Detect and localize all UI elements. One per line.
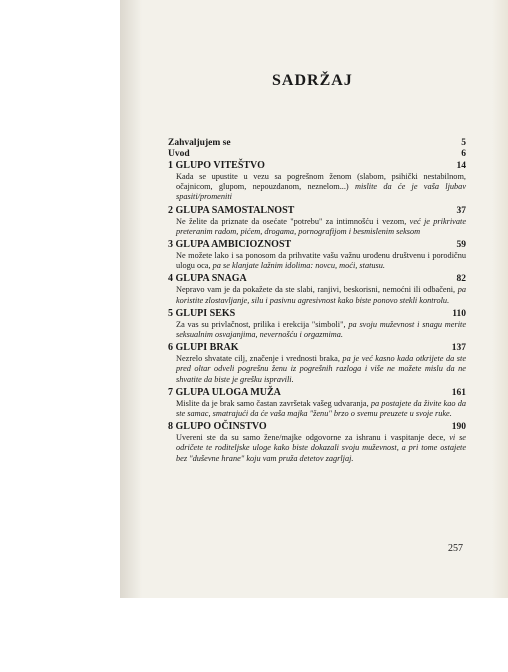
chapter-entry <box>168 239 466 271</box>
chapter-description: Nezrelo shvatate cilj, značenje i vrednosti braka, pa je već kasno kada otkrijete da ste pred oltar odveli pogrešnu ženu iz pogrešnih razloga i više ne možete mislu da ne shvatite da biste je grešku ispravili. <box>176 354 466 384</box>
page-edge <box>492 0 508 598</box>
chapter-title: 5 GLUPI SEKS <box>168 307 236 319</box>
toc-entry-page: 6 <box>461 149 466 159</box>
toc-entry <box>168 138 466 149</box>
chapter-page: 161 <box>451 387 466 398</box>
chapter-page: 37 <box>456 205 466 216</box>
chapter-description: Kada se upustite u vezu sa pogrešnom ženom (slabom, psihički nestabilnom, očajnicom, glupom, nepouzdanom, neznelom...) mislite da će je vaša ljubav spasiti/promeniti <box>176 172 466 202</box>
table-of-contents <box>168 138 466 466</box>
chapter-title: 3 GLUPA AMBICIOZNOST <box>168 239 292 251</box>
chapter-entry <box>168 308 466 340</box>
chapter-title: 2 GLUPA SAMOSTALNOST <box>168 204 295 216</box>
chapter-page: 190 <box>451 422 466 433</box>
toc-title: SADRŽAJ <box>272 72 353 89</box>
chapter-title: 8 GLUPO OČINSTVO <box>168 421 267 433</box>
chapter-title: 7 GLUPA ULOGA MUŽA <box>168 386 281 398</box>
chapter-description: Za vas su privlačnost, prilika i erekcija "simboli", pa svoju muževnost i snagu merite seksualnim osvajanjima, nevernošću i orgazmima. <box>176 319 466 340</box>
chapter-description: Uvereni ste da su samo žene/majke odgovorne za ishranu i vaspitanje dece, vi se odričete te roditeljske uloge kako biste dokazali svoju muževnost, a pri tome ostajete bez "duševne hrane" koju vam pruža detetov zagrljaj. <box>176 433 466 463</box>
chapter-description: Ne želite da priznate da osećate "potrebu" za intimnošću i vezom, već je prikrivate preteranim radom, pićem, drogama, pornografijom i besmislenim seksom <box>176 216 467 236</box>
chapter-description: Mislite da je brak samo častan završetak vašeg udvaranja, pa postajete da živite kao da ste samac, smatrajući da će vaša majka "ženu" brzo o svemu preuzete u svoje ruke. <box>176 398 466 419</box>
chapter-description: Nepravo vam je da pokažete da ste slabi, ranjivi, beskorisni, nemoćni ili odbačeni, pa koristite zlostavljanje, silu i pasivnu agresivnost kako biste ponovo stekli kontrolu. <box>176 285 466 305</box>
chapter-page: 82 <box>456 274 466 285</box>
page-number: 257 <box>448 543 463 554</box>
toc-entry-label: Uvod <box>168 149 190 159</box>
chapter-page: 59 <box>456 240 466 251</box>
chapter-title: 1 GLUPO VITEŠTVO <box>168 160 265 171</box>
chapter-entry <box>168 387 466 419</box>
page-gutter-shadow <box>120 0 142 598</box>
chapter-entry <box>168 205 466 237</box>
chapter-entry <box>168 273 466 305</box>
chapter-entry <box>168 342 466 385</box>
chapter-title: 4 GLUPA SNAGA <box>168 273 247 285</box>
chapter-description: Ne možete lako i sa ponosom da prihvatite vašu važnu urođenu društvenu i porodičnu ulogu oca, pa se klanjate lažnim idolima: novcu, moći, statusu. <box>176 251 466 271</box>
chapter-title: 6 GLUPI BRAK <box>168 342 239 354</box>
toc-entry-page: 5 <box>461 138 466 148</box>
toc-entry <box>168 149 466 160</box>
chapter-entry <box>168 160 466 203</box>
toc-entry-label: Zahvaljujem se <box>168 138 231 148</box>
chapter-page: 110 <box>452 308 466 319</box>
chapter-page: 137 <box>451 343 466 354</box>
chapter-entry <box>168 421 466 464</box>
chapter-page: 14 <box>456 161 466 171</box>
